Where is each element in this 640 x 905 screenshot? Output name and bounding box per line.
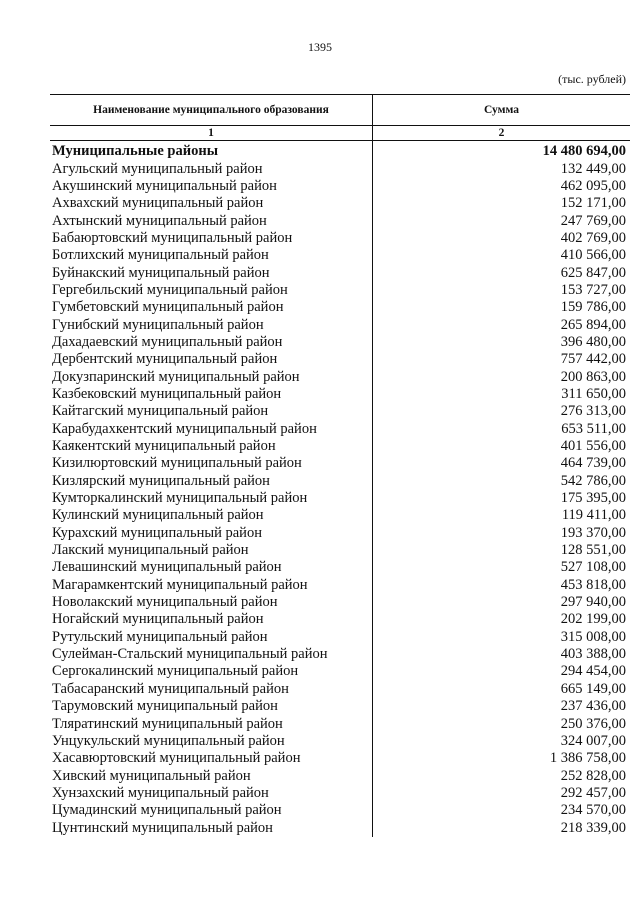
district-amount: 200 863,00 bbox=[560, 368, 626, 385]
district-name: Цунтинский муниципальный район bbox=[52, 819, 273, 836]
district-amount: 265 894,00 bbox=[560, 316, 626, 333]
district-amount: 119 411,00 bbox=[561, 507, 626, 524]
district-name: Сулейман-Стальский муниципальный район bbox=[52, 646, 328, 663]
district-name: Хунзахский муниципальный район bbox=[52, 784, 269, 801]
district-name: Буйнакский муниципальный район bbox=[52, 264, 270, 281]
district-name: Кайтагский муниципальный район bbox=[52, 403, 269, 420]
budget-table bbox=[50, 94, 630, 837]
district-name: Табасаранский муниципальный район bbox=[52, 680, 289, 697]
page-number: 1395 bbox=[308, 40, 332, 54]
table-row bbox=[50, 750, 630, 767]
district-name: Левашинский муниципальный район bbox=[52, 559, 282, 576]
table-row bbox=[50, 525, 630, 542]
total-amount: 14 480 694,00 bbox=[542, 143, 626, 160]
district-amount: 453 818,00 bbox=[560, 576, 626, 593]
district-name: Акушинский муниципальный район bbox=[52, 177, 277, 194]
table-row bbox=[50, 715, 630, 732]
table-row bbox=[50, 767, 630, 784]
district-amount: 396 480,00 bbox=[560, 333, 626, 350]
district-name: Унцукульский муниципальный район bbox=[52, 732, 285, 749]
district-amount: 250 376,00 bbox=[560, 715, 626, 732]
district-name: Сергокалинский муниципальный район bbox=[52, 663, 299, 680]
table-header bbox=[50, 94, 630, 126]
district-amount: 153 727,00 bbox=[560, 281, 626, 298]
district-amount: 193 370,00 bbox=[560, 524, 626, 541]
district-name: Гунибский муниципальный район bbox=[52, 316, 264, 333]
district-amount: 311 650,00 bbox=[561, 385, 626, 402]
district-amount: 159 786,00 bbox=[560, 299, 626, 316]
district-amount: 324 007,00 bbox=[560, 732, 626, 749]
district-amount: 665 149,00 bbox=[560, 680, 626, 697]
district-amount: 464 739,00 bbox=[560, 455, 626, 472]
table-row bbox=[50, 819, 630, 836]
district-name: Хивский муниципальный район bbox=[52, 767, 251, 784]
table-body bbox=[50, 141, 630, 837]
table-row bbox=[50, 438, 630, 455]
table-row bbox=[50, 178, 630, 195]
district-name: Дербентский муниципальный район bbox=[52, 351, 278, 368]
district-name: Каякентский муниципальный район bbox=[52, 438, 276, 455]
district-amount: 252 828,00 bbox=[560, 767, 626, 784]
table-row bbox=[50, 455, 630, 472]
district-name: Казбековский муниципальный район bbox=[52, 385, 282, 402]
district-amount: 757 442,00 bbox=[560, 351, 626, 368]
district-name: Новолакский муниципальный район bbox=[52, 594, 278, 611]
total-row bbox=[50, 143, 630, 160]
table-row bbox=[50, 247, 630, 264]
table-row bbox=[50, 629, 630, 646]
table-row bbox=[50, 785, 630, 802]
table-row bbox=[50, 507, 630, 524]
district-amount: 401 556,00 bbox=[560, 438, 626, 455]
district-amount: 462 095,00 bbox=[560, 177, 626, 194]
district-amount: 315 008,00 bbox=[560, 628, 626, 645]
district-amount: 292 457,00 bbox=[560, 784, 626, 801]
table-row bbox=[50, 212, 630, 229]
table-row bbox=[50, 542, 630, 559]
table-row bbox=[50, 594, 630, 611]
district-name: Гумбетовский муниципальный район bbox=[52, 299, 284, 316]
header-amount-column-number: 2 bbox=[498, 127, 505, 139]
district-name: Магарамкентский муниципальный район bbox=[52, 576, 308, 593]
district-amount: 247 769,00 bbox=[560, 212, 626, 229]
district-name: Курахский муниципальный район bbox=[52, 524, 262, 541]
district-amount: 402 769,00 bbox=[560, 229, 626, 246]
table-row bbox=[50, 646, 630, 663]
district-name: Агульский муниципальный район bbox=[52, 160, 263, 177]
district-name: Бабаюртовский муниципальный район bbox=[52, 229, 293, 246]
table-row bbox=[50, 264, 630, 281]
table-row bbox=[50, 403, 630, 420]
table-row bbox=[50, 160, 630, 177]
table-row bbox=[50, 611, 630, 628]
district-amount: 234 570,00 bbox=[560, 802, 626, 819]
district-name: Кизлярский муниципальный район bbox=[52, 472, 270, 489]
table-row bbox=[50, 559, 630, 576]
table-row bbox=[50, 473, 630, 490]
district-amount: 132 449,00 bbox=[560, 160, 626, 177]
table-row bbox=[50, 386, 630, 403]
district-amount: 410 566,00 bbox=[560, 247, 626, 264]
district-name: Ахвахский муниципальный район bbox=[52, 195, 264, 212]
district-amount: 403 388,00 bbox=[560, 646, 626, 663]
district-amount: 653 511,00 bbox=[561, 420, 626, 437]
district-amount: 542 786,00 bbox=[560, 472, 626, 489]
table-row bbox=[50, 663, 630, 680]
table-row bbox=[50, 334, 630, 351]
district-amount: 202 199,00 bbox=[560, 611, 626, 628]
table-row bbox=[50, 698, 630, 715]
district-amount: 152 171,00 bbox=[560, 195, 626, 212]
district-name: Кулинский муниципальный район bbox=[52, 507, 264, 524]
district-name: Кумторкалинский муниципальный район bbox=[52, 490, 308, 507]
district-name: Ботлихский муниципальный район bbox=[52, 247, 269, 264]
district-amount: 175 395,00 bbox=[560, 490, 626, 507]
table-row bbox=[50, 299, 630, 316]
district-name: Карабудахкентский муниципальный район bbox=[52, 420, 317, 437]
table-row bbox=[50, 368, 630, 385]
district-name: Ахтынский муниципальный район bbox=[52, 212, 267, 229]
district-name: Хасавюртовский муниципальный район bbox=[52, 750, 301, 767]
district-amount: 527 108,00 bbox=[560, 559, 626, 576]
table-row bbox=[50, 351, 630, 368]
table-row bbox=[50, 230, 630, 247]
table-row bbox=[50, 577, 630, 594]
district-name: Тляратинский муниципальный район bbox=[52, 715, 283, 732]
district-amount: 128 551,00 bbox=[560, 542, 626, 559]
district-name: Гергебильский муниципальный район bbox=[52, 281, 288, 298]
district-amount: 1 386 758,00 bbox=[549, 750, 626, 767]
district-amount: 237 436,00 bbox=[560, 698, 626, 715]
table-header-numbers bbox=[50, 126, 630, 141]
table-row bbox=[50, 681, 630, 698]
table-row bbox=[50, 490, 630, 507]
table-row bbox=[50, 282, 630, 299]
table-row bbox=[50, 316, 630, 333]
table-row bbox=[50, 733, 630, 750]
district-name: Тарумовский муниципальный район bbox=[52, 698, 278, 715]
header-amount-column: Сумма bbox=[484, 104, 519, 116]
total-name: Муниципальные районы bbox=[52, 143, 219, 160]
table-row bbox=[50, 195, 630, 212]
district-amount: 625 847,00 bbox=[560, 264, 626, 281]
district-name: Рутульский муниципальный район bbox=[52, 628, 268, 645]
units-label: (тыс. рублей) bbox=[558, 72, 626, 86]
district-name: Кизилюртовский муниципальный район bbox=[52, 455, 302, 472]
district-name: Дахадаевский муниципальный район bbox=[52, 333, 283, 350]
district-amount: 294 454,00 bbox=[560, 663, 626, 680]
district-amount: 218 339,00 bbox=[560, 819, 626, 836]
district-name: Докузпаринский муниципальный район bbox=[52, 368, 300, 385]
district-name: Цумадинский муниципальный район bbox=[52, 802, 282, 819]
district-amount: 276 313,00 bbox=[560, 403, 626, 420]
header-name-column: Наименование муниципального образования bbox=[93, 104, 329, 116]
district-name: Ногайский муниципальный район bbox=[52, 611, 264, 628]
table-row bbox=[50, 421, 630, 438]
district-name: Лакский муниципальный район bbox=[52, 542, 249, 559]
header-name-column-number: 1 bbox=[208, 127, 214, 139]
table-row bbox=[50, 802, 630, 819]
district-amount: 297 940,00 bbox=[560, 594, 626, 611]
